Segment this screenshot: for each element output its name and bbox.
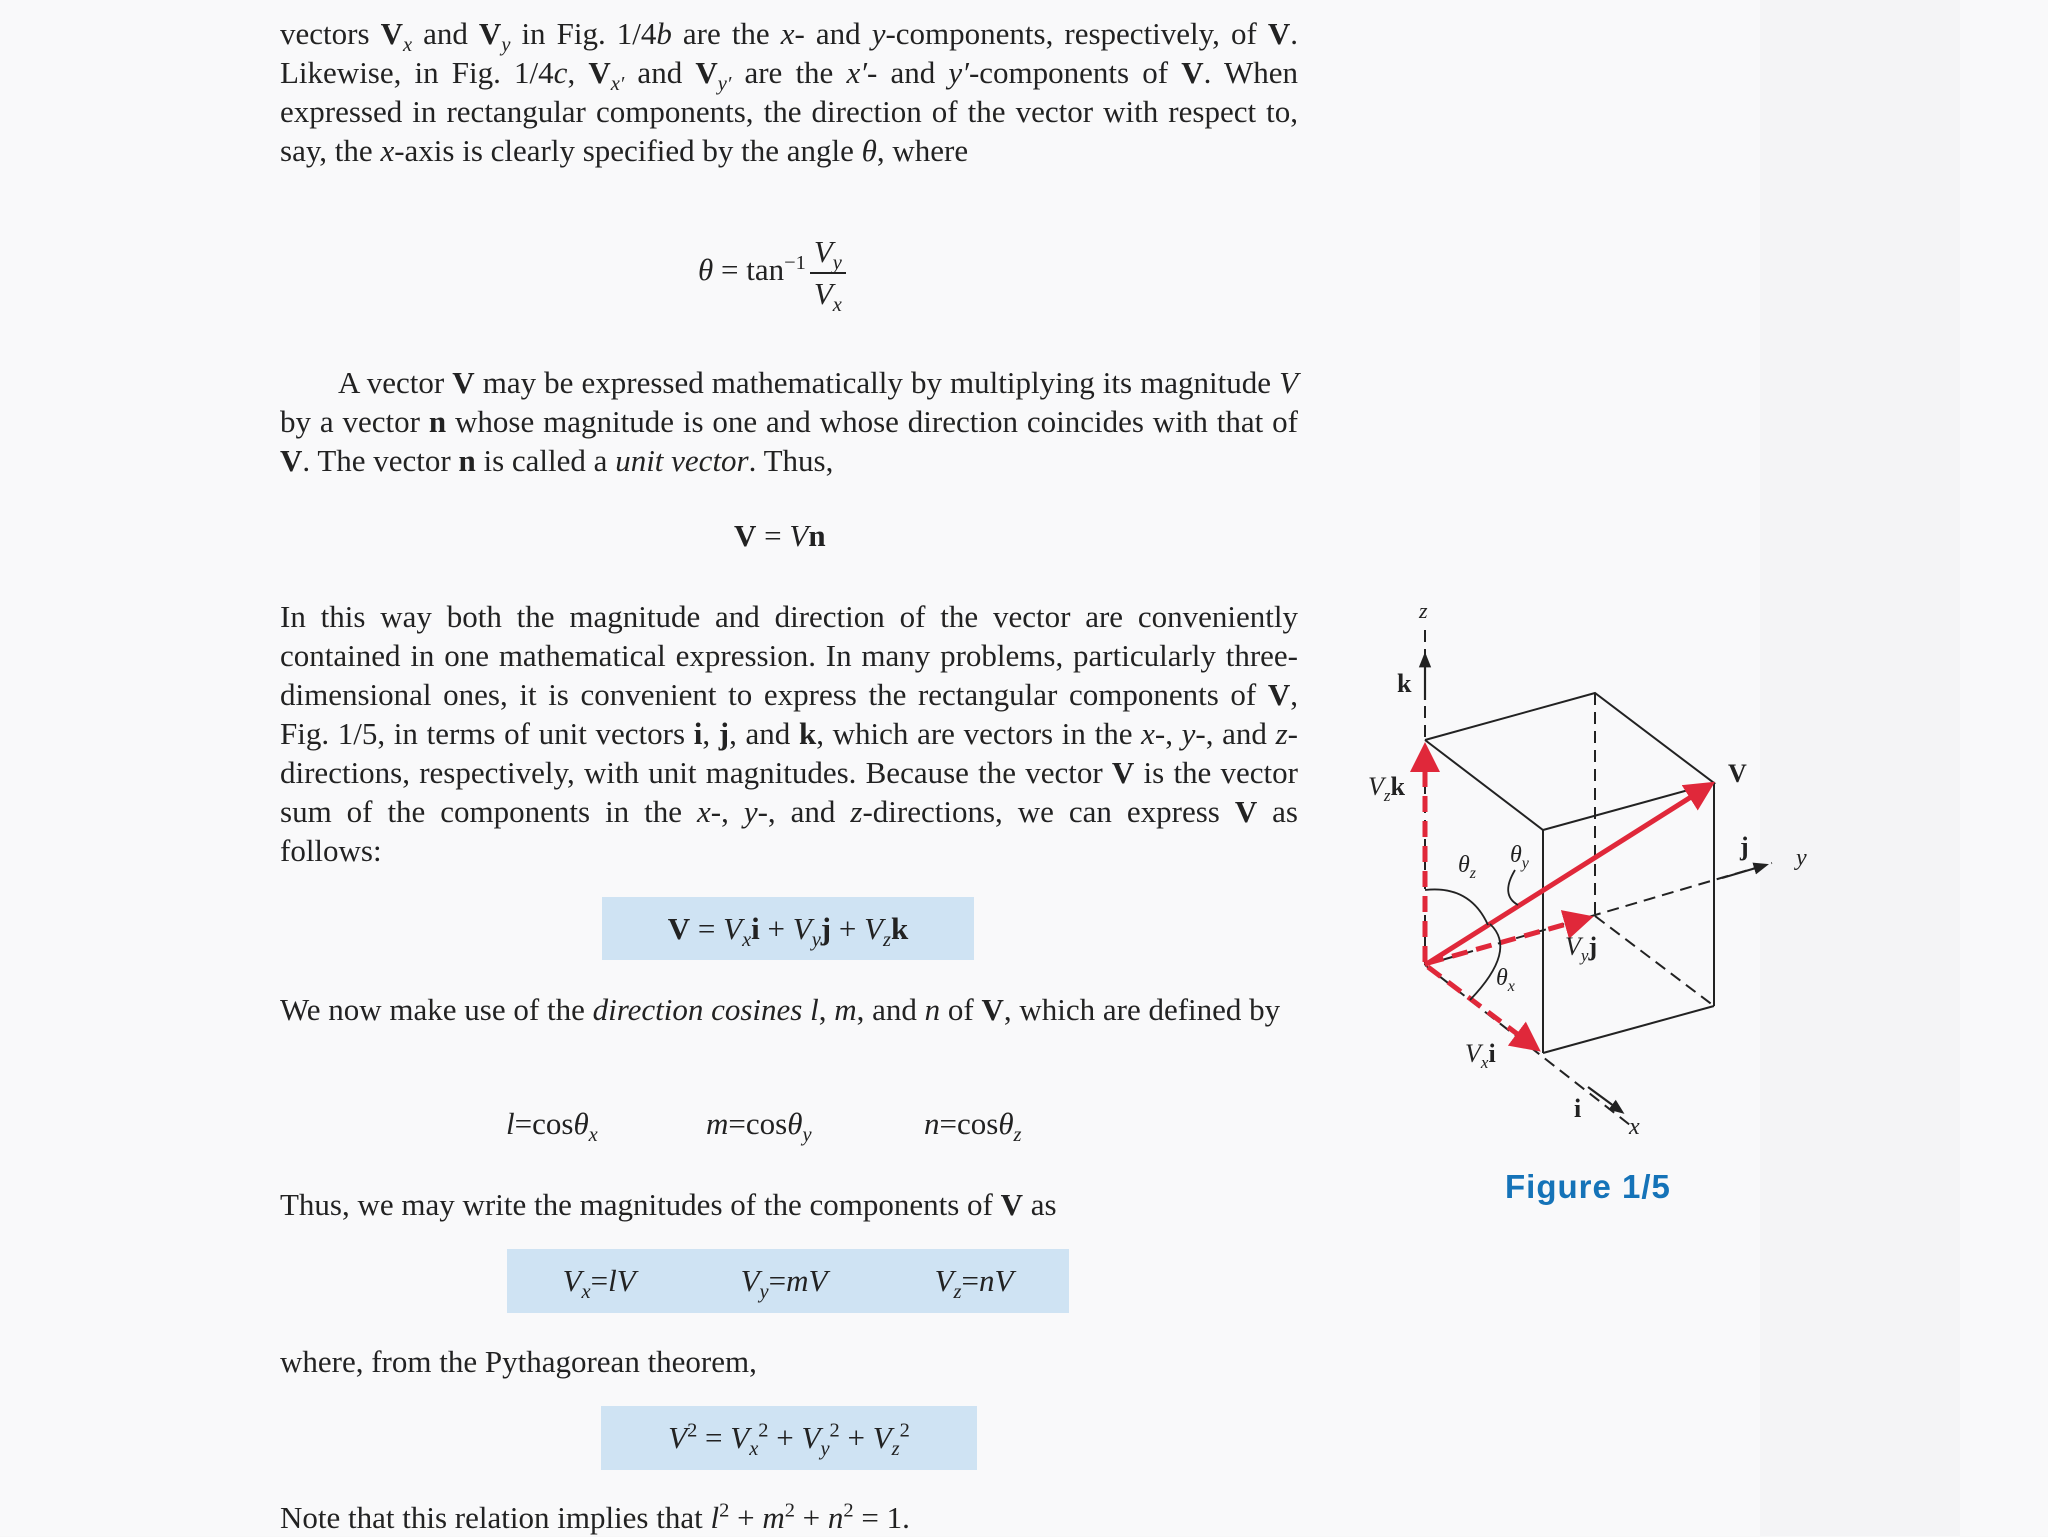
- intro-paragraph: vectors $V_x$ and $V_y$ in Fig. 1/4b are the x- and y-components, respectively, of V. Likewise, in Fig. 1/4c, $V_{x'}$ and $V_{y'}$ are the x′- and y′-components of V. When expressed in rectangular components, the direction of the vector with respect to, say, the x-axis is clearly specified by the angle θ, where: [280, 16, 1298, 168]
- unit-vector-paragraph: A vector V may be expressed mathematically by multiplying its magnitude V by a vector n whose magnitude is one and whose direction coincides with that of V. The vector n is called a unit vector. Thus,: [280, 365, 1298, 478]
- vx-i-label: $V_xi$: [1465, 1039, 1496, 1072]
- equation-v-vn: V = Vn: [734, 518, 826, 553]
- note-paragraph: Note that this relation implies that $l^2 + m^2 + n^2 = 1$.: [280, 1499, 910, 1535]
- pythagorean-paragraph: where, from the Pythagorean theorem,: [280, 1344, 757, 1379]
- components-paragraph: In this way both the magnitude and direction of the vector are conveniently contained in one mathematical expression. In many problems, particularly three-dimensional ones, it is convenient to express the rectangular components of V, Fig. 1/5, in terms of unit vectors i, j, and k, which are vectors in the x-, y-, and z-directions, respectively, with unit magnitudes. Because the vector V is the vector sum of the components in the x-, y-, and z-directions, we can express V as follows:: [280, 599, 1298, 868]
- j-unit-vector: [1722, 865, 1766, 878]
- v-label: V: [1728, 759, 1747, 788]
- j-label: j: [1740, 832, 1749, 861]
- theta-y-label: $\theta_y$: [1510, 842, 1529, 872]
- magnitudes-paragraph: Thus, we may write the magnitudes of the components of V as: [280, 1187, 1057, 1222]
- bounding-box-hidden-edges: [1595, 693, 1714, 1006]
- x-axis-label: x: [1629, 1114, 1640, 1140]
- vz-k-label: $V_zk$: [1368, 772, 1405, 805]
- equation-direction-cosines: l=cosθ$_x$ m=cosθ$_y$ n=cosθ$_z$: [506, 1106, 1022, 1147]
- z-axis-label: z: [1419, 598, 1428, 623]
- theta-y-arc: [1508, 870, 1518, 905]
- k-label: k: [1397, 669, 1412, 698]
- i-label: i: [1574, 1094, 1582, 1123]
- vy-j-label: $V_yj$: [1565, 932, 1598, 965]
- direction-cosines-paragraph: We now make use of the direction cosines l, m, and n of V, which are defined by: [280, 992, 1281, 1027]
- theta-z-arc: [1425, 889, 1488, 925]
- theta-x-label: $\theta_x$: [1496, 965, 1515, 995]
- equation-component-magnitudes: $V_x=lV$ $V_y=mV$ $V_z=nV$: [507, 1249, 1069, 1313]
- equation-pythagorean: $V^2 = V_x^2 + V_y^2 + V_z^2$: [601, 1406, 977, 1470]
- figure-caption: Figure 1/5: [1505, 1168, 1671, 1205]
- equation-theta: $\theta = \tan^{-1}$ $\frac{V_y}{V_x}$: [698, 232, 846, 314]
- equation-vector-sum: $V = V_xi + V_yj + V_zk$: [602, 897, 974, 960]
- i-unit-vector: [1588, 1087, 1622, 1112]
- theta-z-label: $\theta_z$: [1458, 852, 1477, 882]
- figure-1-5: [1340, 590, 1860, 1150]
- y-axis-label: y: [1796, 845, 1807, 871]
